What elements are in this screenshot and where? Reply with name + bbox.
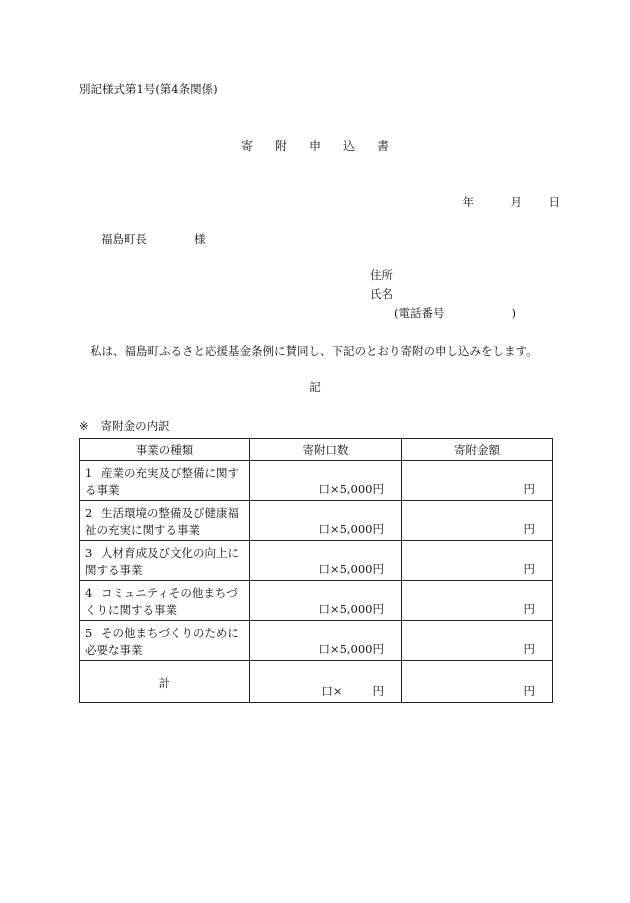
phone-label: (電話番号 (394, 306, 445, 320)
ki-heading: 記 (309, 380, 321, 394)
date-year: 年 (462, 195, 474, 209)
table-row (80, 461, 553, 501)
title-char: 申 (308, 139, 321, 153)
header-amount: 寄附金額 (402, 439, 553, 461)
table-row (80, 501, 553, 541)
units-cell[interactable]: 口×5,000円 (250, 541, 402, 581)
donation-table (79, 438, 553, 703)
total-units-suffix: 円 (372, 684, 384, 698)
table-row (80, 541, 553, 581)
amount-cell[interactable]: 円 (402, 501, 553, 541)
project-number: 3 (85, 546, 93, 560)
table-header-row (80, 439, 553, 461)
addressee-name: 福島町長 (101, 232, 147, 246)
amount-cell[interactable]: 円 (402, 581, 553, 621)
units-cell[interactable]: 口×5,000円 (250, 461, 402, 501)
project-name: 産業の充実及び整備に関する事業 (85, 466, 239, 497)
date-day: 日 (548, 195, 560, 209)
project-number: 5 (85, 626, 93, 640)
header-project-type: 事業の種類 (80, 439, 250, 461)
reference-mark: ※ (79, 419, 89, 433)
project-cell (80, 461, 250, 501)
units-cell[interactable]: 口×5,000円 (250, 501, 402, 541)
units-cell[interactable]: 口×5,000円 (250, 621, 402, 661)
phone-line (394, 305, 516, 321)
title-char: 附 (274, 139, 287, 153)
title-char: 寄 (240, 139, 253, 153)
project-cell (80, 581, 250, 621)
breakdown-heading (79, 418, 170, 434)
project-name: 生活環境の整備及び健康福祉の充実に関する事業 (85, 506, 239, 537)
project-number: 4 (85, 586, 93, 600)
address-label: 住所 (370, 268, 393, 282)
table-row (80, 581, 553, 621)
project-cell (80, 621, 250, 661)
amount-cell[interactable]: 円 (402, 541, 553, 581)
total-label: 計 (80, 661, 250, 703)
title-char: 込 (343, 139, 356, 153)
table-row (80, 621, 553, 661)
date-line (436, 194, 560, 210)
document-title (0, 137, 630, 154)
breakdown-label: 寄附金の内訳 (100, 419, 170, 433)
project-cell (80, 501, 250, 541)
date-month: 月 (510, 195, 522, 209)
total-units-cell[interactable] (250, 661, 402, 703)
name-label: 氏名 (370, 287, 393, 301)
addressee (101, 231, 206, 247)
total-units-prefix: 口× (321, 684, 343, 698)
total-row (80, 661, 553, 703)
project-name: コミュニティその他まちづくりに関する事業 (85, 586, 238, 617)
project-number: 1 (85, 466, 93, 480)
amount-cell[interactable]: 円 (402, 461, 553, 501)
title-char: 書 (377, 139, 390, 153)
header-units: 寄附口数 (250, 439, 402, 461)
phone-close: ) (511, 306, 516, 320)
amount-cell[interactable]: 円 (402, 621, 553, 661)
addressee-honorific: 様 (194, 232, 206, 246)
project-name: その他まちづくりのために必要な事業 (85, 626, 239, 657)
application-statement: 私は、福島町ふるさと応援基金条例に賛同し、下記のとおり寄附の申し込みをします。 (90, 344, 538, 358)
project-cell (80, 541, 250, 581)
project-number: 2 (85, 506, 93, 520)
total-amount-cell[interactable]: 円 (402, 661, 553, 703)
form-number: 別記様式第1号(第4条関係) (79, 82, 218, 96)
units-cell[interactable]: 口×5,000円 (250, 581, 402, 621)
project-name: 人材育成及び文化の向上に関する事業 (85, 546, 239, 577)
